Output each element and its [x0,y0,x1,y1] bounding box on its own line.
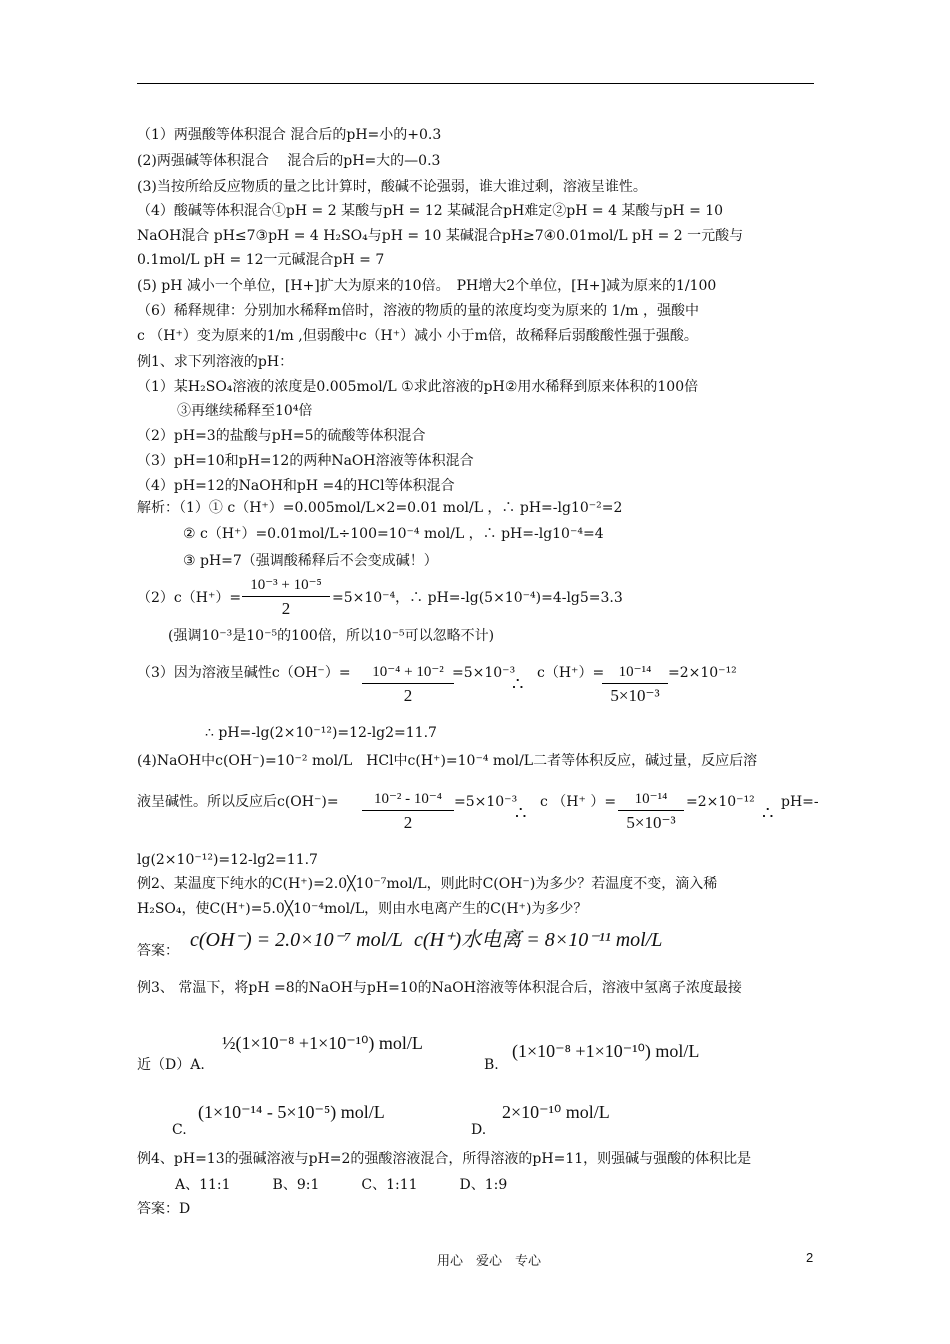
text-line: （2）pH=3的盐酸与pH=5的硫酸等体积混合 [137,428,426,444]
text-line: =5×10⁻³ [454,794,518,810]
text-line: （2）c（H⁺）= [137,590,242,606]
option-b-expression: (1×10⁻⁸ +1×10⁻¹⁰) mol/L [512,1041,700,1061]
text-line: 例1、求下列溶液的pH： [137,354,294,370]
text-line: B. [484,1057,499,1073]
fraction-denominator: 2 [403,813,413,832]
therefore-symbol: ∴ [512,674,524,695]
fraction-bar [618,810,684,811]
option-a-expression: ½(1×10⁻⁸ +1×10⁻¹⁰) mol/L [222,1033,423,1053]
fraction-numerator: 10⁻³ + 10⁻⁵ [250,577,322,593]
text-line: D. [471,1122,487,1138]
text-line: (2)两强碱等体积混合 混合后的pH=大的—0.3 [137,153,441,169]
fraction [362,663,454,706]
fraction-bar [602,683,668,684]
text-line: c （H⁺ ）= [540,794,617,810]
fraction-denominator: 2 [403,686,413,705]
text-line: (3)当按所给反应物质的量之比计算时，酸碱不论强弱，谁大谁过剩，溶液呈谁性。 [137,179,647,195]
therefore-symbol: ∴ [515,803,527,824]
option-c-expression: (1×10⁻¹⁴ - 5×10⁻⁵) mol/L [198,1102,385,1122]
text-line: c （H⁺）变为原来的1/m ,但弱酸中c（H⁺）减小 小于m倍，故稀释后弱酸酸性强于强酸。 [137,328,698,344]
fraction [242,576,330,619]
text-line: 例4、pH=13的强碱溶液与pH=2的强酸溶液混合，所得溶液的pH=11，则强碱与强酸的体积比是 [137,1151,752,1167]
text-line: （1）两强酸等体积混合 混合后的pH=小的+0.3 [137,127,442,143]
fraction [618,790,684,833]
text-line: =2×10⁻¹² [686,794,755,810]
fraction-numerator: 10⁻¹⁴ [634,791,668,807]
fraction-numerator: 10⁻² - 10⁻⁴ [373,791,443,807]
text-line: （1）某H₂SO₄溶液的浓度是0.005mol/L ①求此溶液的pH②用水稀释到原来体积的100倍 [137,379,699,395]
text-line: =5×10⁻³ [452,665,516,681]
footer-motto: 用心 爱心 专心 [437,1254,542,1269]
text-line: ③再继续稀释至10⁴倍 [177,403,313,419]
text-line: ③ pH=7（强调酸稀释后不会变成碱！） [183,553,438,569]
option-d-expression: 2×10⁻¹⁰ mol/L [502,1102,610,1122]
text-line: 近（D）A. [137,1057,205,1073]
fraction [362,790,454,833]
text-line: NaOH混合 pH≤7③pH = 4 H₂SO₄与pH = 10 某碱混合pH≥7④0.01mol/L pH = 2 一元酸与 [137,228,744,244]
text-line: （6）稀释规律：分别加水稀释m倍时，溶液的物质的量的浓度均变为原来的 1/m ，强酸中 [137,303,699,319]
therefore-symbol: ∴ [762,803,774,824]
text-line: c（H⁺）= [537,665,605,681]
fraction-bar [242,596,330,597]
fraction-numerator: 10⁻⁴ + 10⁻² [372,664,444,680]
fraction-denominator: 2 [281,599,291,618]
text-line: 液呈碱性。所以反应后c(OH⁻)= [137,794,339,810]
text-line: 答案： [137,943,179,959]
text-line: (4)NaOH中c(OH⁻)=10⁻² mol/L HCl中c(H⁺)=10⁻⁴ mol/L二者等体积反应，碱过量，反应后溶 [137,753,758,769]
text-line: A、11:1 B、9:1 C、1:11 D、1:9 [175,1177,508,1193]
text-line: （4）酸碱等体积混合①pH = 2 某酸与pH = 12 某碱混合pH难定②pH = 4 某酸与pH = 10 [137,203,724,219]
fraction-bar [362,683,454,684]
text-line: (5) pH 减小一个单位，[H+]扩大为原来的10倍。 PH增大2个单位，[H+]减为原来的1/100 [137,278,717,294]
answer-oh-concentration: c(OH⁻) = 2.0×10⁻⁷ mol/L [190,929,403,951]
text-line: ∴ pH=-lg(2×10⁻¹²)=12-lg2=11.7 [205,725,437,741]
fraction-bar [362,810,454,811]
text-line: （3）因为溶液呈碱性c（OH⁻）= [137,665,351,681]
text-line: 例2、某温度下纯水的C(H⁺)=2.0╳10⁻⁷mol/L，则此时C(OH⁻)为多少？若温度不变，滴入稀 [137,876,718,892]
fraction-numerator: 10⁻¹⁴ [618,664,652,680]
fraction [602,663,668,706]
text-line: pH=- [781,794,819,810]
fraction-denominator: 5×10⁻³ [626,813,676,832]
text-line: 答案：D [137,1201,191,1217]
text-line: （4）pH=12的NaOH和pH =4的HCl等体积混合 [137,478,455,494]
text-line: ② c（H⁺）=0.01mol/L÷100=10⁻⁴ mol/L ，∴ pH=-lg10⁻⁴=4 [183,526,604,542]
text-line: =2×10⁻¹² [668,665,737,681]
text-line: C. [172,1122,187,1138]
text-line: H₂SO₄，使C(H⁺)=5.0╳10⁻⁴mol/L，则由水电离产生的C(H⁺)为多少？ [137,901,588,917]
fraction-denominator: 5×10⁻³ [610,686,660,705]
text-line: 0.1mol/L pH = 12一元碱混合pH = 7 [137,252,385,268]
header-rule [137,83,814,84]
text-line: （3）pH=10和pH=12的两种NaOH溶液等体积混合 [137,453,474,469]
text-line: =5×10⁻⁴，∴ pH=-lg(5×10⁻⁴)=4-lg5=3.3 [332,590,623,606]
page-number: 2 [806,1250,814,1265]
answer-h-concentration: c(H⁺)水电离 = 8×10⁻¹¹ mol/L [414,929,663,951]
text-line: 解析：（1）① c（H⁺）=0.005mol/L×2=0.01 mol/L ，∴ pH=-lg10⁻²=2 [137,500,623,516]
text-line: lg(2×10⁻¹²)=12-lg2=11.7 [137,852,318,868]
text-line: (强调10⁻³是10⁻⁵的100倍，所以10⁻⁵可以忽略不计) [168,628,495,644]
text-line: 例3、 常温下，将pH =8的NaOH与pH=10的NaOH溶液等体积混合后，溶液中氢离子浓度最接 [137,980,742,996]
